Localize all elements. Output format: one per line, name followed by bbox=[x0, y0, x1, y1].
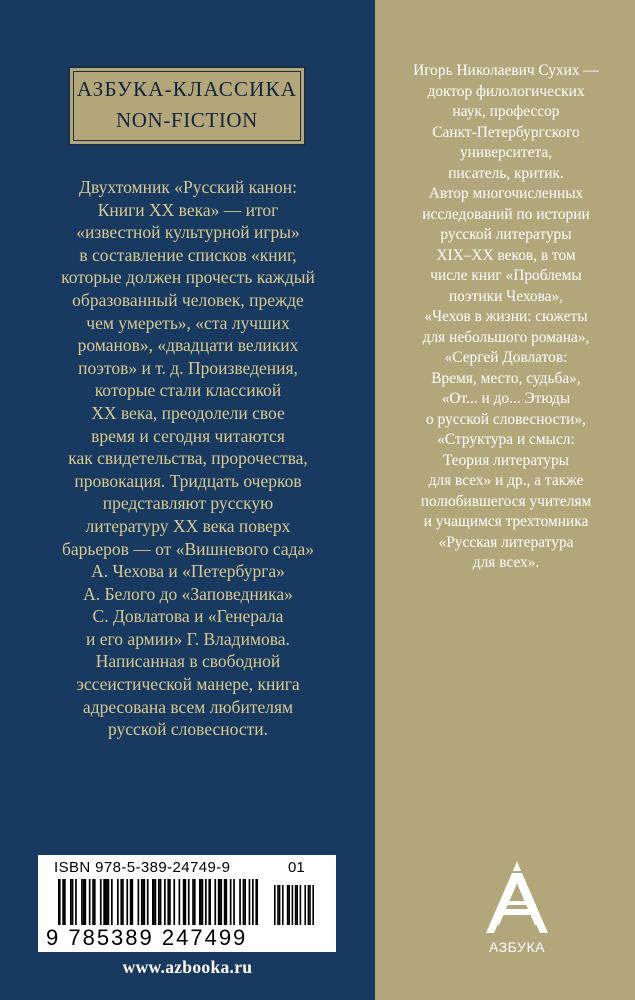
barcode-bar bbox=[239, 879, 241, 925]
barcode-bar bbox=[226, 879, 228, 925]
barcode-bar bbox=[75, 879, 77, 925]
addon-bar bbox=[292, 885, 294, 925]
barcode-bar bbox=[188, 879, 190, 925]
bio-line: для всех». bbox=[472, 554, 540, 571]
barcode-bar bbox=[62, 879, 64, 925]
description-line: романов», «двадцати великих bbox=[77, 335, 299, 356]
publisher-name: АЗБУКА bbox=[489, 939, 545, 955]
description-line: «известной культурной игры» bbox=[76, 222, 300, 243]
description-line: Книги XX века» — итог bbox=[97, 199, 279, 220]
barcode-bar bbox=[58, 879, 61, 925]
description-line: как свидетельства, пророчества, bbox=[68, 448, 308, 469]
barcode-bar bbox=[183, 879, 185, 925]
description-line: Двухтомник «Русский канон: bbox=[79, 177, 297, 197]
barcode-bar bbox=[92, 879, 94, 925]
barcode-bar bbox=[208, 879, 211, 925]
isbn-number: ISBN 978-5-389-24749-9 bbox=[54, 859, 231, 876]
series-subtitle: NON-FICTION bbox=[116, 108, 258, 132]
barcode-bar bbox=[158, 879, 160, 925]
bio-line: русской литературы bbox=[440, 226, 572, 243]
bio-line: «Чехов в жизни: сюжеты bbox=[424, 308, 588, 325]
barcode-bar bbox=[111, 879, 113, 925]
addon-bar bbox=[288, 885, 290, 925]
description-line: чем умереть», «ста лучших bbox=[86, 312, 290, 333]
barcode-bar bbox=[130, 879, 132, 925]
description-line: провокация. Тридцать очерков bbox=[74, 470, 302, 491]
series-label-box bbox=[68, 66, 306, 146]
description-line: в составление списков «книг, bbox=[79, 244, 297, 265]
barcode-bar bbox=[244, 879, 246, 925]
description-line: образованный человек, прежде bbox=[72, 289, 304, 310]
barcode-bar bbox=[108, 879, 110, 925]
addon-bar bbox=[308, 885, 310, 925]
barcode-bar bbox=[105, 879, 108, 925]
addon-bar bbox=[312, 885, 314, 925]
barcode-bar bbox=[147, 879, 149, 925]
barcode-bar bbox=[160, 879, 162, 925]
bio-line: Автор многочисленных bbox=[428, 185, 584, 202]
description-line: литературу XX века поверх bbox=[85, 515, 291, 536]
bio-line: поэтики Чехова», bbox=[448, 287, 564, 305]
addon-bar bbox=[279, 885, 281, 925]
bio-line: доктор филологических bbox=[427, 82, 585, 100]
book-description bbox=[30, 176, 346, 741]
description-line: А. Белого до «Заповедника» bbox=[83, 583, 293, 604]
description-line: которые стали классикой bbox=[94, 380, 282, 401]
description-line: А. Чехова и «Петербурга» bbox=[91, 561, 285, 582]
barcode-bar bbox=[243, 879, 245, 925]
barcode-bar bbox=[249, 879, 251, 925]
barcode-bar bbox=[103, 879, 105, 925]
bio-line: наук, профессор bbox=[452, 103, 560, 120]
barcode-bar bbox=[173, 879, 175, 925]
bio-line: о русской словесности», bbox=[426, 410, 586, 428]
barcode-bar bbox=[100, 879, 102, 925]
bio-line: XIX–XX веков, в том bbox=[436, 246, 576, 264]
barcode-bar bbox=[89, 879, 91, 925]
barcode-bar bbox=[138, 879, 140, 925]
barcode-bar bbox=[122, 879, 124, 925]
description-line: которые должен прочесть каждый bbox=[61, 267, 315, 288]
description-line: поэтов» и т. д. Произведения, bbox=[78, 357, 298, 378]
ean-digits: 9 785389 247499 bbox=[46, 925, 248, 950]
addon-bar bbox=[287, 885, 289, 925]
bio-line: полюбившегося учителям bbox=[420, 492, 592, 510]
barcode-bar bbox=[120, 879, 122, 925]
bio-line: «Структура и смысл: bbox=[437, 431, 575, 448]
description-line: время и сегодня читаются bbox=[91, 425, 285, 446]
author-bio bbox=[384, 61, 628, 574]
description-line: барьеров — от «Вишневого сада» bbox=[61, 538, 315, 559]
barcode-bar bbox=[252, 879, 254, 925]
barcode-bar bbox=[143, 879, 146, 925]
publisher-logo bbox=[476, 857, 558, 967]
barcode-bar bbox=[194, 879, 196, 925]
bio-line: писатель, критик. bbox=[448, 164, 564, 182]
description-line: XX века, преодолели свое bbox=[91, 402, 285, 423]
addon-bar bbox=[295, 885, 297, 925]
description-line: Написанная в свободной bbox=[95, 651, 281, 672]
bio-line: «От... и до... Этюды bbox=[441, 390, 571, 407]
addon-bar bbox=[296, 885, 298, 925]
barcode-bar bbox=[185, 879, 187, 925]
addon-bar bbox=[277, 885, 279, 925]
barcode-bar bbox=[164, 879, 166, 925]
barcode-bar bbox=[224, 879, 226, 925]
barcode-bar bbox=[155, 879, 157, 925]
barcode-bar bbox=[152, 879, 155, 925]
azbuka-a-icon bbox=[476, 857, 558, 939]
bio-line: Санкт-Петербургского bbox=[432, 123, 580, 141]
barcode-bar bbox=[230, 879, 232, 925]
bio-line: «Русская литература bbox=[438, 533, 574, 551]
bio-line: исследований по истории bbox=[422, 205, 590, 223]
series-name: АЗБУКА-КЛАССИКА bbox=[76, 77, 298, 101]
barcode-bar bbox=[132, 879, 134, 925]
barcode-bar bbox=[214, 879, 216, 925]
bio-line: Время, место, судьба», bbox=[431, 369, 581, 387]
description-line: представляют русскую bbox=[102, 493, 274, 514]
barcode-bar bbox=[72, 879, 74, 925]
barcode-bar bbox=[199, 879, 202, 925]
barcode-bar bbox=[202, 879, 204, 925]
addon-bar bbox=[309, 885, 311, 925]
description-line: и его армии» Г. Владимова. bbox=[86, 628, 290, 649]
bio-line: числе книг «Проблемы bbox=[430, 267, 582, 284]
bio-line: для всех» и др., а также bbox=[428, 472, 584, 489]
addon-bar bbox=[282, 885, 284, 925]
barcode-bar bbox=[81, 879, 83, 925]
barcode-bar bbox=[192, 879, 194, 925]
publisher-website: www.azbooka.ru bbox=[122, 957, 253, 977]
barcode-bar bbox=[85, 879, 87, 925]
barcode-bar bbox=[83, 879, 85, 925]
bio-line: Теория литературы bbox=[442, 451, 570, 469]
description-line: адресована всем любителям bbox=[82, 696, 294, 717]
barcode-bar bbox=[233, 879, 235, 925]
isbn-barcode bbox=[38, 855, 336, 952]
barcode-addon: 01 bbox=[288, 859, 305, 876]
barcode-bar bbox=[179, 879, 181, 925]
barcode-bar bbox=[141, 879, 143, 925]
addon-bar bbox=[300, 885, 302, 925]
barcode-bar bbox=[255, 879, 258, 925]
barcode-bar bbox=[70, 879, 72, 925]
description-line: С. Довлатова и «Генерала bbox=[92, 606, 284, 627]
description-line: русской словесности. bbox=[108, 719, 268, 740]
barcode-bar bbox=[218, 879, 221, 925]
barcode-bar bbox=[167, 879, 169, 925]
barcode-bar bbox=[94, 879, 96, 925]
barcode-bar bbox=[169, 879, 171, 925]
bio-line: и учащимся трехтомника bbox=[423, 513, 589, 530]
barcode-bar bbox=[126, 879, 128, 925]
barcode-bar bbox=[205, 879, 207, 925]
barcode-bars bbox=[58, 879, 320, 927]
description-line: эссеистической манере, книга bbox=[76, 674, 300, 695]
barcode-bar bbox=[64, 879, 66, 925]
barcode-bar bbox=[117, 879, 119, 925]
addon-bar bbox=[304, 885, 306, 925]
barcode-bar bbox=[220, 879, 222, 925]
bio-line: для небольшого романа», bbox=[422, 328, 590, 346]
addon-bar bbox=[274, 885, 276, 925]
bio-line: «Сергей Довлатов: bbox=[444, 349, 568, 366]
bio-line: университета, bbox=[459, 144, 553, 161]
bio-line: Игорь Николаевич Сухих — bbox=[413, 62, 599, 79]
